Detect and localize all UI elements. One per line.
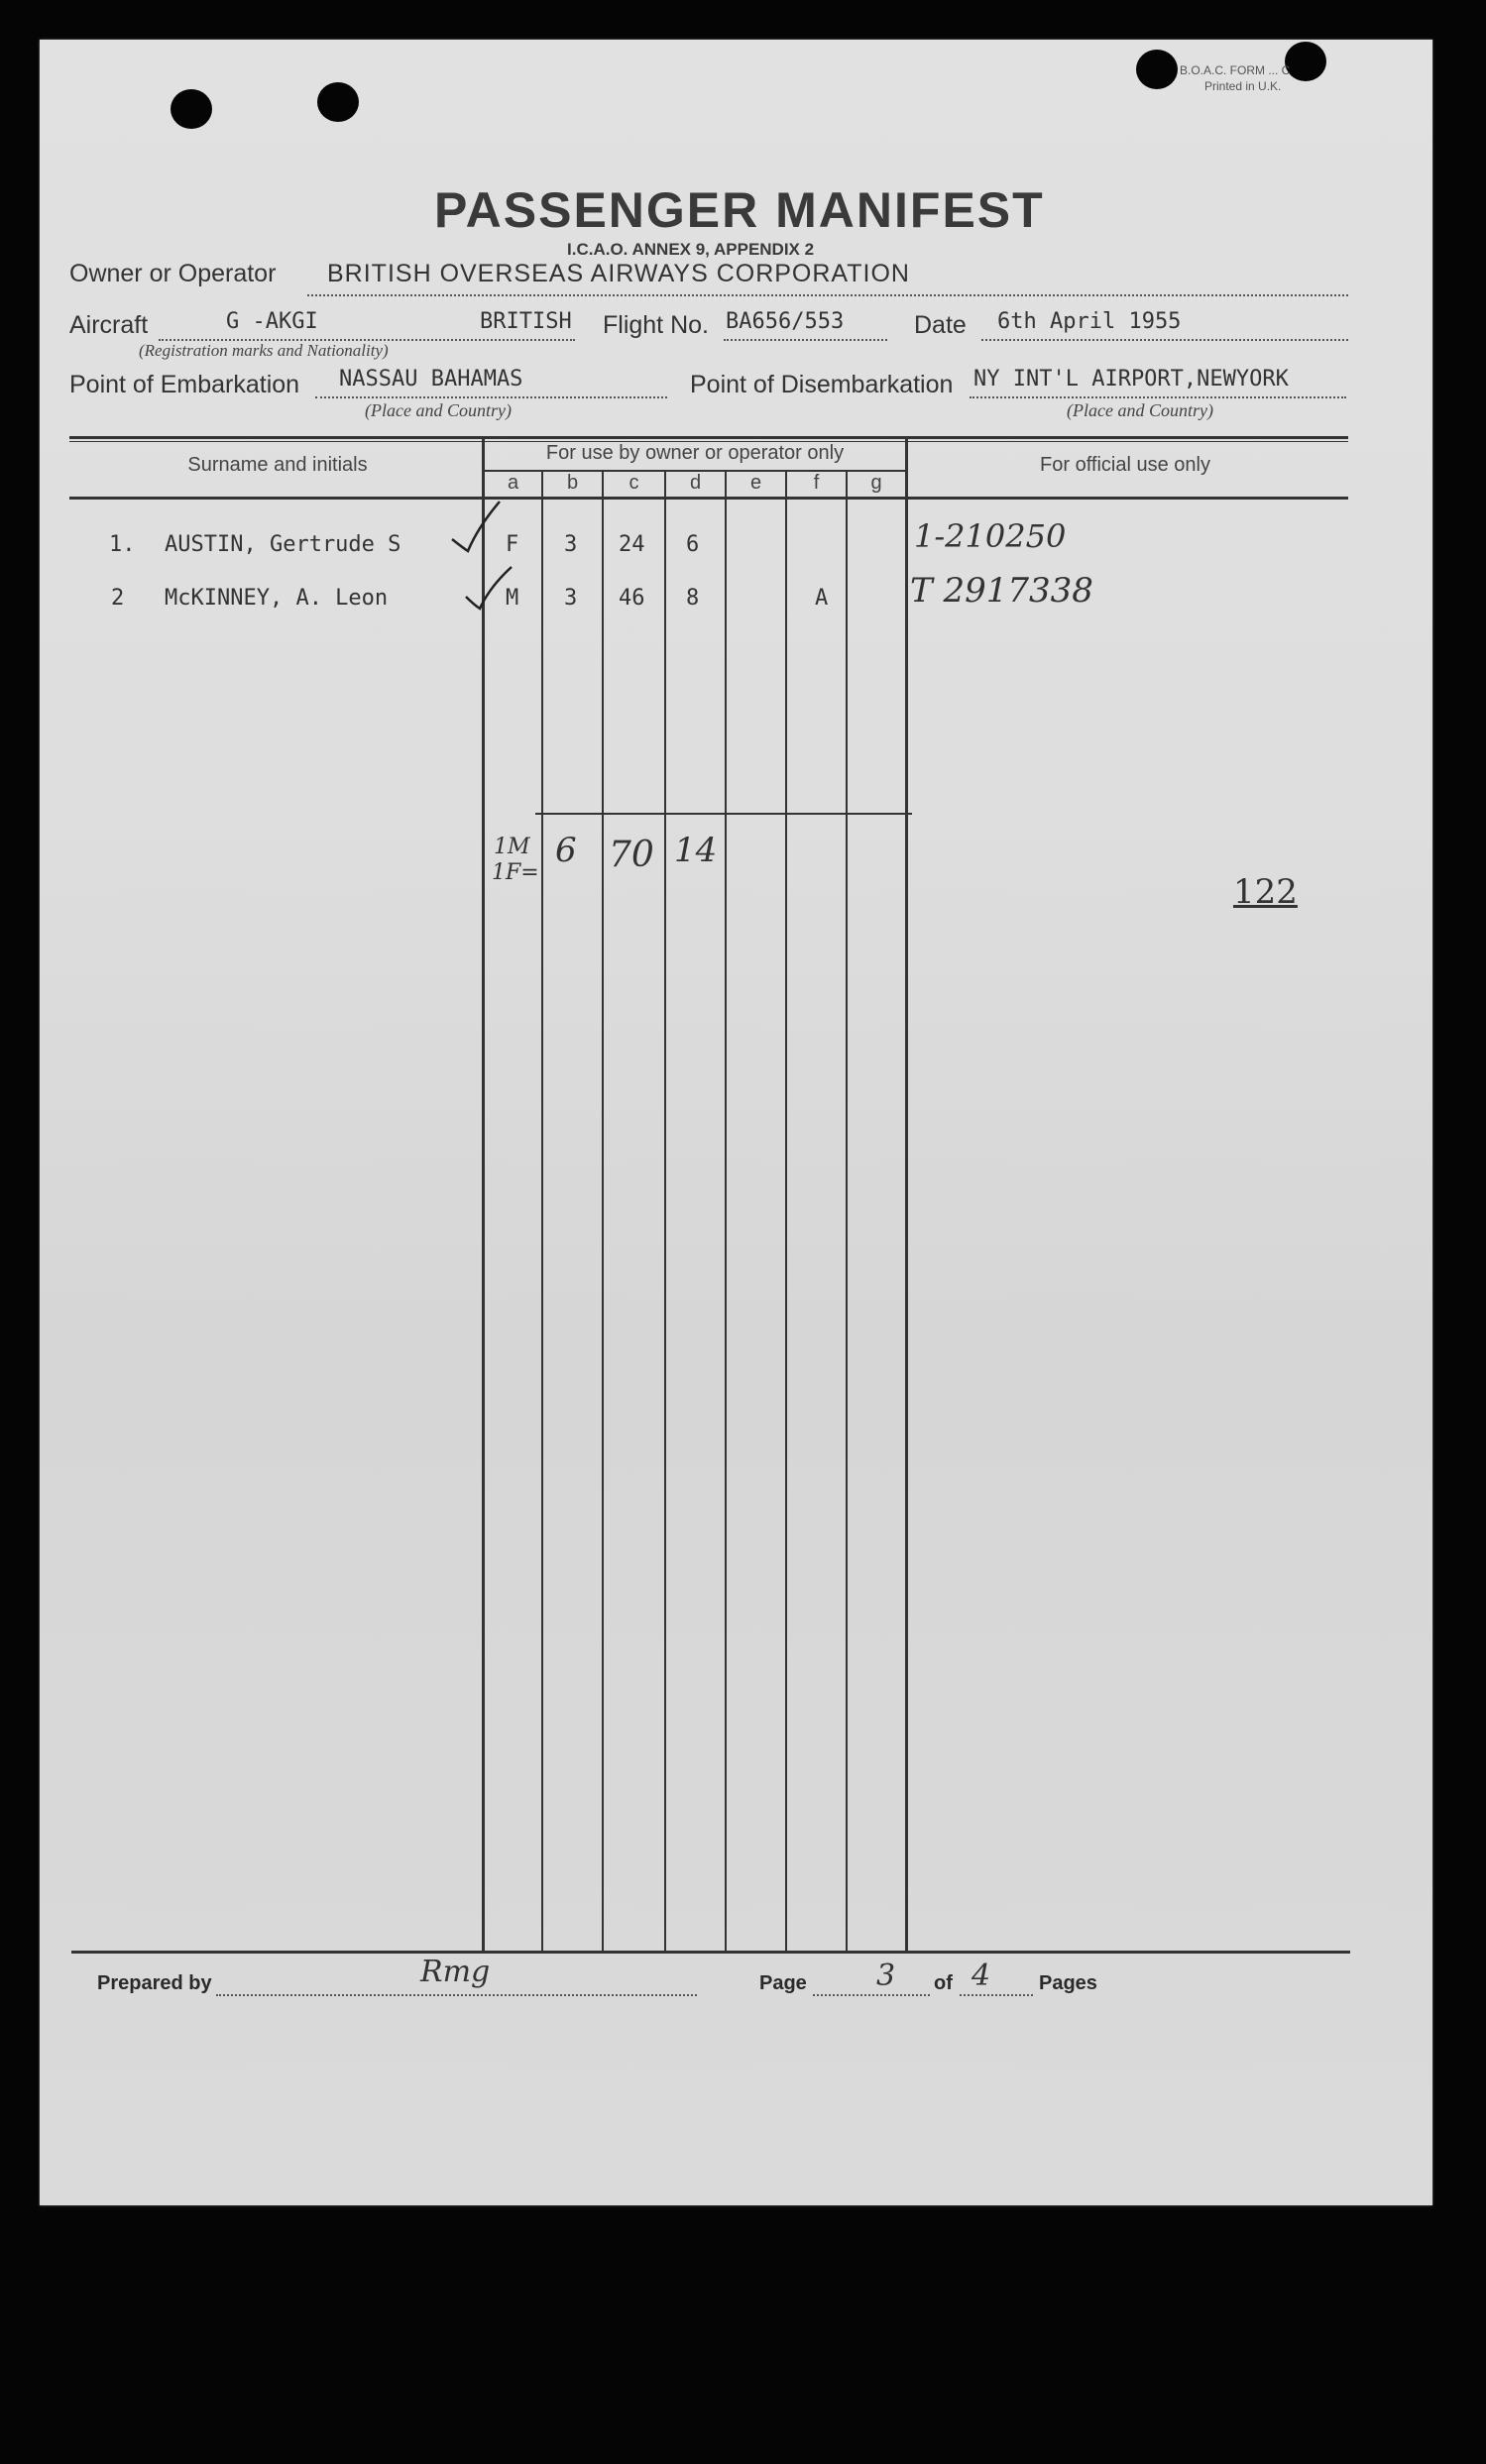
official-entry: T 2917338 <box>910 571 1093 611</box>
disembarkation-note: (Place and Country) <box>1067 400 1213 420</box>
subcolumn-a: a <box>507 472 519 494</box>
page-number: 3 <box>876 1959 896 1993</box>
cell-d: 6 <box>686 532 700 557</box>
page-line <box>813 1994 930 1996</box>
column-divider <box>482 439 485 1951</box>
punch-hole <box>1285 42 1326 81</box>
total-d: 14 <box>674 831 718 870</box>
subcolumn-f: f <box>813 472 820 494</box>
subcolumn-b: b <box>566 472 579 494</box>
disembarkation-line <box>970 396 1346 398</box>
flight-line <box>724 339 887 341</box>
embarkation-note: (Place and Country) <box>365 400 512 420</box>
cell-d: 8 <box>686 586 700 611</box>
column-divider <box>541 470 543 1951</box>
row-number: 2 <box>111 586 125 611</box>
form-number: B.O.A.C. FORM ... C <box>1180 63 1291 77</box>
manifest-sheet <box>40 40 1432 2205</box>
cell-c: 46 <box>619 586 645 611</box>
header-bottom-rule <box>69 497 1348 500</box>
subcolumn-c: c <box>629 472 639 494</box>
total-a-female: 1F= <box>492 860 539 885</box>
date-value: 6th April 1955 <box>997 309 1182 334</box>
owner-column-header: For use by owner or operator only <box>545 442 845 464</box>
column-divider <box>664 470 666 1951</box>
date-label: Date <box>914 311 967 339</box>
page-title: PASSENGER MANIFEST <box>434 182 1045 238</box>
subcolumn-e: e <box>749 472 762 494</box>
subcolumn-g: g <box>870 472 882 494</box>
column-divider <box>602 470 604 1951</box>
page-subtitle: I.C.A.O. ANNEX 9, APPENDIX 2 <box>567 240 815 259</box>
passenger-name: McKINNEY, A. Leon <box>165 586 389 611</box>
owner-line <box>307 294 1348 296</box>
punch-hole <box>171 89 212 129</box>
margin-note: 122 <box>1233 872 1298 912</box>
checkmark-icon <box>448 498 508 557</box>
column-divider <box>785 470 787 1951</box>
passenger-name: AUSTIN, Gertrude S <box>165 532 401 557</box>
of-label: of <box>934 1972 953 1994</box>
totals-rule <box>535 813 912 815</box>
punch-hole <box>317 82 359 122</box>
owner-label: Owner or Operator <box>69 260 277 287</box>
total-c: 70 <box>609 835 654 875</box>
flight-label: Flight No. <box>603 311 709 339</box>
prepared-by-signature: Rmg <box>420 1955 491 1989</box>
page-label: Page <box>759 1972 807 1994</box>
disembarkation-label: Point of Disembarkation <box>690 371 954 398</box>
official-entry: 1-210250 <box>914 517 1067 555</box>
cell-a: F <box>506 532 519 557</box>
column-divider <box>846 470 848 1951</box>
date-line <box>981 339 1348 341</box>
flight-value: BA656/553 <box>726 309 845 334</box>
table-top-rule <box>69 436 1348 439</box>
column-divider <box>725 470 727 1951</box>
embarkation-value: NASSAU BAHAMAS <box>339 367 523 392</box>
subcolumn-d: d <box>689 472 702 494</box>
footer-rule <box>71 1951 1350 1954</box>
prepared-by-label: Prepared by <box>97 1972 212 1994</box>
total-a-male: 1M <box>494 835 530 859</box>
pages-label: Pages <box>1039 1972 1097 1994</box>
aircraft-registration: G -AKGI <box>226 309 318 334</box>
cell-b: 3 <box>564 532 578 557</box>
cell-c: 24 <box>619 532 645 557</box>
cell-a: M <box>506 586 519 611</box>
official-column-header: For official use only <box>1040 454 1210 476</box>
cell-b: 3 <box>564 586 578 611</box>
embarkation-label: Point of Embarkation <box>69 371 300 398</box>
column-divider <box>905 439 908 1951</box>
printed-in: Printed in U.K. <box>1204 79 1282 93</box>
total-b: 6 <box>555 831 577 870</box>
cell-f: A <box>815 586 829 611</box>
aircraft-label: Aircraft <box>69 311 149 339</box>
prepared-by-line <box>216 1994 697 1996</box>
embarkation-line <box>315 396 667 398</box>
aircraft-note: (Registration marks and Nationality) <box>139 341 389 360</box>
punch-hole <box>1136 50 1178 89</box>
row-number: 1. <box>109 532 136 557</box>
of-line <box>960 1994 1033 1996</box>
surname-column-header: Surname and initials <box>187 454 368 476</box>
aircraft-nationality: BRITISH <box>480 309 572 334</box>
total-pages: 4 <box>972 1959 991 1993</box>
owner-value: BRITISH OVERSEAS AIRWAYS CORPORATION <box>327 260 910 287</box>
disembarkation-value: NY INT'L AIRPORT,NEWYORK <box>973 367 1289 392</box>
